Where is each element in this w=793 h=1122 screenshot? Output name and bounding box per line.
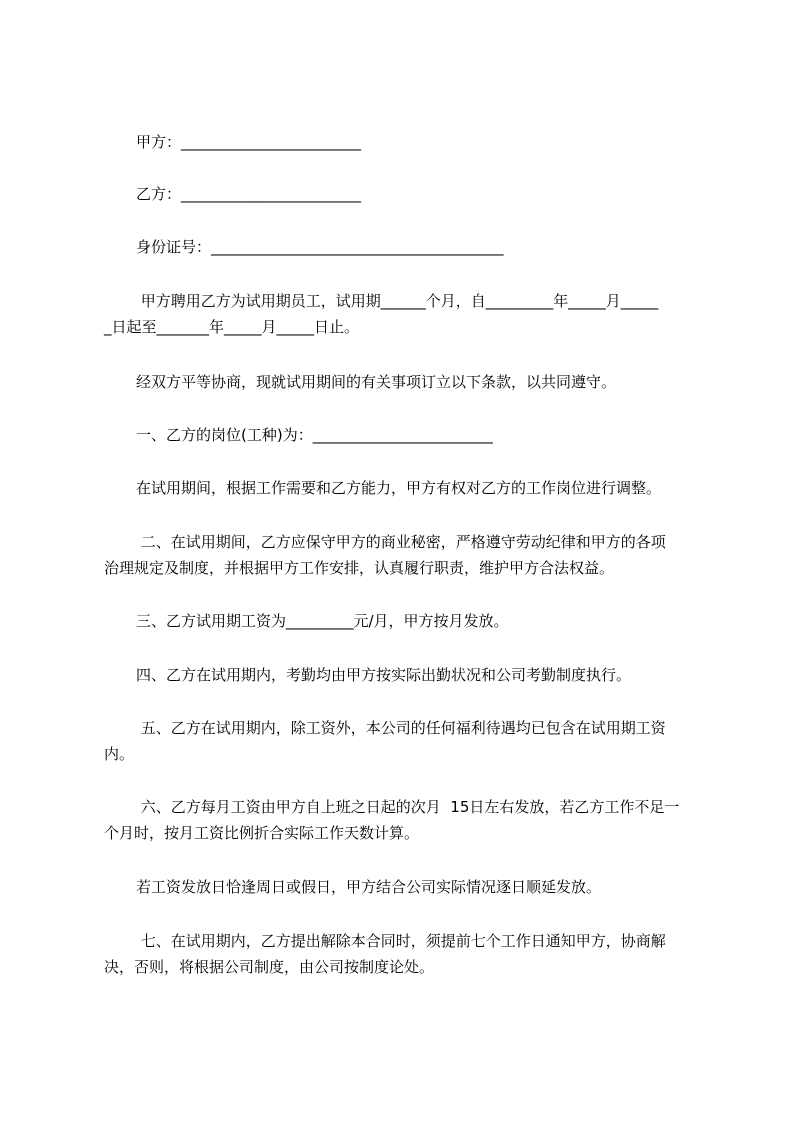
clause-7-line-2: 决，否则，将根据公司制度，由公司按制度论处。 [104,958,435,976]
clause-5-line-1: 五、乙方在试用期内，除工资外，本公司的任何福利待遇均已包含在试用期工资 [136,719,666,737]
clause-7-line-1: 七、在试用期内，乙方提出解除本合同时，须提前七个工作日通知甲方，协商解 [136,932,666,950]
clause-6-line-2: 个月时，按月工资比例折合实际工作天数计算。 [104,824,420,842]
clause-3-line: 三、乙方试用期工资为_________元/月，甲方按月发放。 [136,612,509,630]
clause-6-line-1: 六、乙方每月工资由甲方自上班之日起的次月 15日左右发放，若乙方工作不足一 [136,798,680,816]
clause-4-line: 四、乙方在试用期内，考勤均由甲方按实际出勤状况和公司考勤制度执行。 [136,666,632,684]
negotiation-line: 经双方平等协商，现就试用期间的有关事项订立以下条款，以共同遵守。 [136,373,617,391]
id-number-line: 身份证号：_______________________________________ [136,238,504,256]
intro-line-1: 甲方聘用乙方为试用期员工，试用期______个月，自_________年_____月_____ [136,292,659,310]
clause-2-line-1: 二、在试用期间，乙方应保守甲方的商业秘密，严格遵守劳动纪律和甲方的各项 [136,533,666,551]
clause-1-line: 一、乙方的岗位(工种)为：________________________ [136,426,493,444]
clause-1-detail-line: 在试用期间，根据工作需要和乙方能力，甲方有权对乙方的工作岗位进行调整。 [136,479,662,497]
clause-5-line-2: 内。 [104,745,135,763]
party-a-line: 甲方：________________________ [136,133,362,151]
clause-6-note-line: 若工资发放日恰逢周日或假日，甲方结合公司实际情况逐日顺延发放。 [136,878,602,896]
party-b-line: 乙方：________________________ [136,185,362,203]
clause-2-line-2: 治理规定及制度，并根据甲方工作安排，认真履行职责，维护甲方合法权益。 [104,559,615,577]
intro-line-2: _日起至_______年_____月_____日止。 [104,318,360,336]
